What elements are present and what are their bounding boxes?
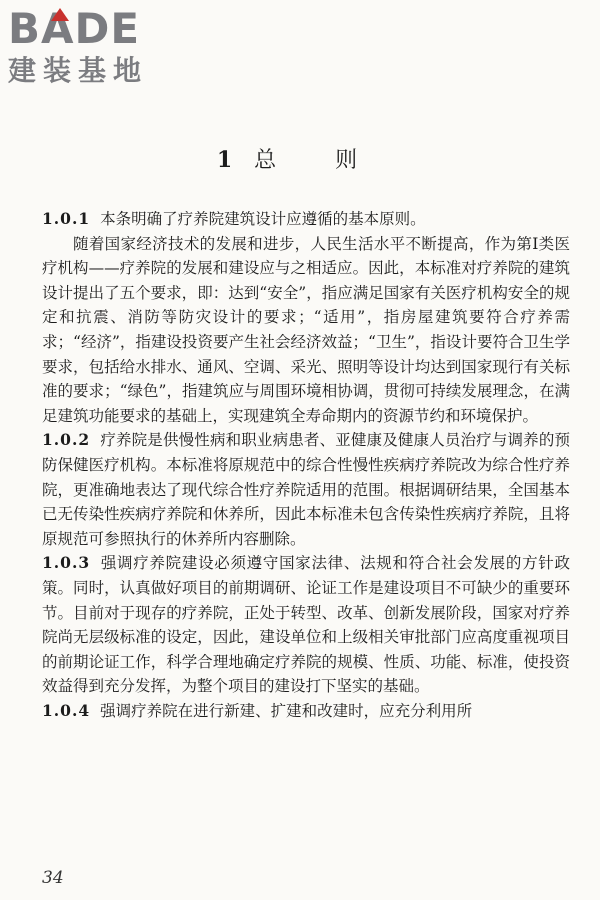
paragraph-text: 本条明确了疗养院建筑设计应遵循的基本原则。 (100, 210, 426, 228)
paragraph-text: 疗养院是供慢性病和职业病患者、亚健康及健康人员治疗与调养的预防保健医疗机构。本标准将原规范中的综合性慢性疾病疗养院改为综合性疗养院，更准确地表达了现代综合性疗养院适用的范围。根据调研结果，全国基本已无传染性疾病疗养院和休养所，因此本标准未包含传染性疾病疗养院，且将原规范可参照执行的休养所内容删除。 (42, 431, 570, 548)
paragraph-1-0-4 (42, 699, 570, 724)
paragraph-text: 随着国家经济技术的发展和进步，人民生活水平不断提高，作为第Ⅰ类医疗机构——疗养院的发展和建设应与之相适应。因此，本标准对疗养院的建筑设计提出了五个要求，即：达到“安全”，指应满足国家有关医疗机构安全的规定和抗震、消防等防灾设计的要求；“适用”，指房屋建筑要符合疗养需求；“经济”，指建设投资要产生社会经济效益；“卫生”，指设计要符合卫生学要求，包括给水排水、通风、空调、采光、照明等设计均达到国家现行有关标准的要求；“绿色”，指建筑应与周围环境相协调，贯彻可持续发展理念，在满足建筑功能要求的基础上，实现建筑全寿命期内的资源节约和环境保护。 (42, 234, 570, 425)
chapter-name: 总 则 (254, 148, 384, 173)
body-text (42, 207, 570, 723)
paragraph-1-0-1 (42, 207, 570, 232)
logo-subtitle: 建装基地 (8, 54, 149, 87)
paragraph-1-0-3 (42, 551, 570, 699)
clause-number: 1.0.4 (42, 700, 91, 720)
logo (8, 6, 188, 88)
chapter-title (0, 143, 600, 174)
paragraph-explanation (42, 232, 570, 429)
paragraph-1-0-2 (42, 428, 570, 551)
clause-number: 1.0.3 (42, 553, 91, 573)
paragraph-text: 强调疗养院建设必须遵守国家法律、法规和符合社会发展的方针政策。同时，认真做好项目的前期调研、论证工作是建设项目不可缺少的重要环节。目前对于现存的疗养院，正处于转型、改革、创新发展阶段，国家对疗养院尚无层级标准的设定，因此，建设单位和上级相关审批部门应高度重视项目的前期论证工作，科学合理地确定疗养院的规模、性质、功能、标准，使投资效益得到充分发挥，为整个项目的建设打下坚实的基础。 (42, 554, 570, 696)
clause-number: 1.0.1 (42, 209, 91, 228)
page-number: 34 (42, 868, 64, 888)
logo-wordmark (8, 6, 188, 52)
chapter-number: 1 (216, 147, 237, 173)
logo-word-text: BADE (8, 4, 141, 53)
paragraph-text: 强调疗养院在进行新建、扩建和改建时，应充分利用所 (100, 701, 473, 720)
clause-number: 1.0.2 (42, 430, 91, 450)
logo-accent-triangle (51, 8, 69, 21)
